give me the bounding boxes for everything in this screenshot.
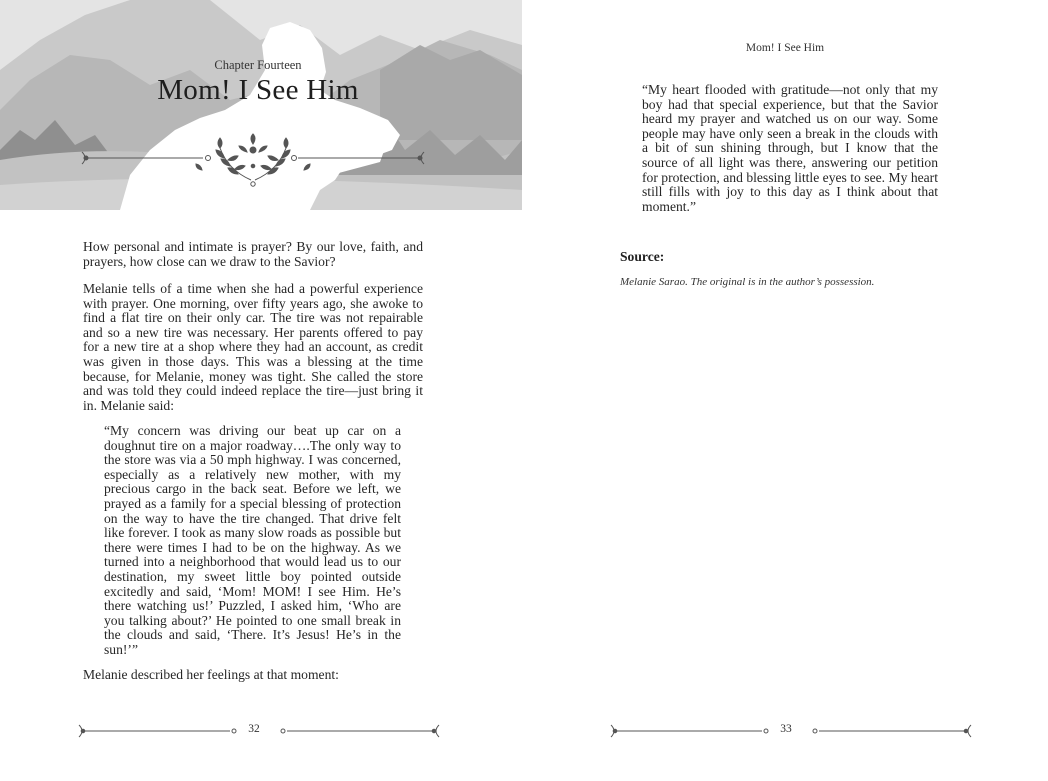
- chapter-title: Mom! I See Him: [157, 74, 359, 106]
- closing-paragraph: Melanie described her feelings at that moment:: [83, 667, 339, 682]
- story-paragraph: Melanie tells of a time when she had a powerful experience with prayer. One morning, over fifty years ago, she awoke to find a flat tire on their only car. The tire was not repairable and so a new tire was necessary. Her parents offered to pay for a new tire at a shop where they had an account, as credit was given in those days. This was a blessing at the time because, for Melanie, money was tight. She called the store and was told they could indeed replace the tire—just bring it in. Melanie said:: [83, 281, 423, 413]
- block-quote-continued: “My heart flooded with gratitude—not only that my boy had that special experience, but that the Savior heard my prayer and watched us on our way. Some people may have only seen a break in the clouds with a bit of sun shining through, but I know that the source of all light was there, answering our petition for protection, and blessing little eyes to see. My heart still fills with joy to this day as I think about that moment.”: [642, 82, 938, 214]
- page-number-right: 33: [780, 723, 792, 735]
- block-quote: “My concern was driving our beat up car on a doughnut tire on a major roadway….The only way to the store was via a 50 mph highway. I was concerned, especially as a relatively new mother, with my precious cargo in the back seat. Before we left, we prayed as a family for a special blessing of protection on the way to have the tire changed. That drive felt like forever. I took as many slow roads as possible but there were times I had to be on the highway. As we turned into a neighborhood that would lead us to our destination, my sweet little boy pointed outside excitedly and said, ‘Mom! MOM! I see Him. He’s there watching us!’ Puzzled, I asked him, ‘Who are you talking about?’ He pointed to one small break in the clouds and said, ‘There. It’s Jesus! He’s in the sun!’”: [104, 423, 401, 657]
- page-number-left: 32: [248, 723, 260, 735]
- intro-paragraph: How personal and intimate is prayer? By our love, faith, and prayers, how close can we draw to the Savior?: [83, 239, 423, 269]
- chapter-label: Chapter Fourteen: [214, 58, 302, 72]
- running-head: Mom! I See Him: [745, 42, 825, 54]
- source-heading: Source:: [620, 249, 665, 264]
- source-citation: Melanie Sarao. The original is in the author’s possession.: [620, 276, 875, 288]
